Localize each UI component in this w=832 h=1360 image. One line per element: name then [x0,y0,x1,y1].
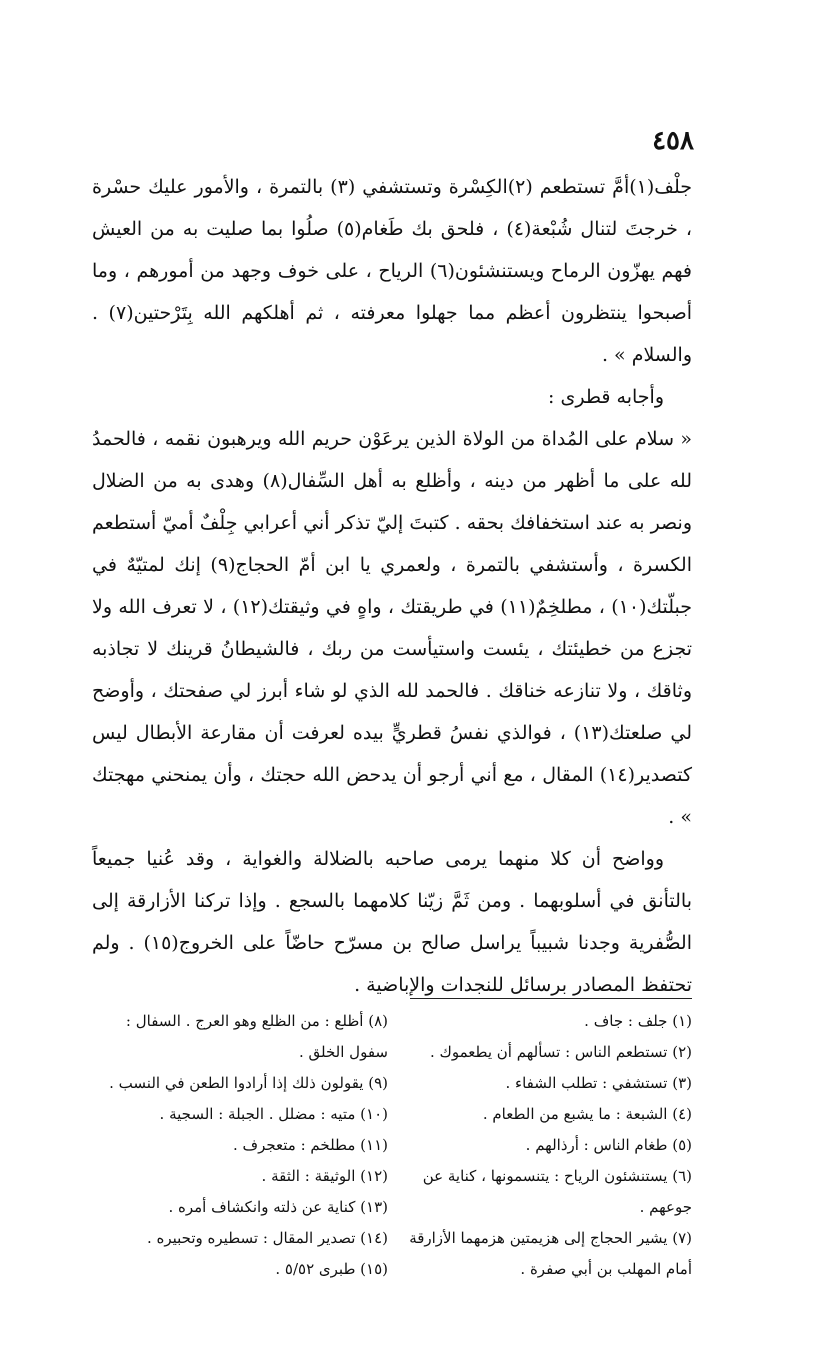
footnote: (٢) تستطعم الناس : تسألهم أن يطعموك . [429,1043,692,1061]
paragraph: وواضح أن كلا منهما يرمى صاحبه بالضلالة والغواية ، وقد عُنيا جميعاً بالتأنق في أسلوبهما . ومن ثَمَّ زيّنا كلامهما بالسجع . وإذا تركنا الأزارقة إلى الصُّفرية وجدنا شبيباً يراسل صالح بن مسرّح حاضّاً على الخروج(١٥) . ولم تحتفظ المصادر برسائل للنجدات والإباضية . [92,848,692,996]
footnote: (١٥) طبرى ٥/٥٢ . [275,1260,388,1278]
footnote: (٦) يستنشئون الرياح : يتنسمونها ، كناية عن جوعهم . [422,1167,692,1216]
footnote-divider [410,998,692,999]
paragraph: وأجابه قطرى : [548,386,664,408]
page-number: ٤٥٨ [652,126,694,156]
footnote: (٩) يقولون ذلك إذا أرادوا الطعن في النسب . [109,1074,388,1092]
footnote: (٤) الشبعة : ما يشبع من الطعام . [482,1105,692,1123]
footnote: (١٠) متيه : مضلل . الجبلة : السجية . [159,1105,388,1123]
footnote: (١٣) كناية عن ذلته وانكشاف أمره . [168,1198,388,1216]
footnote: (٧) يشير الحجاج إلى هزيمتين هزمهما الأزارقة أمام المهلب بن أبي صفرة . [409,1229,692,1278]
footnotes-left-column [92,1006,388,1285]
body-text [92,166,692,1006]
footnotes-right-column [396,1006,692,1285]
footnote: (٣) تستشفي : تطلب الشفاء . [505,1074,692,1092]
footnote: (١١) مطلخم : متعجرف . [232,1136,388,1154]
footnote: (١٢) الوثيقة : الثقة . [261,1167,388,1185]
paragraph: « سلام على المُداة من الولاة الذين يرعَوْن حريم الله ويرهبون نقمه ، فالحمدُ لله على ما أظهر من دينه ، وأظلع به أهل السِّفال(٨) وهدى به من الضلال ونصر به عند استخفافك بحقه . كتبتَ إليّ تذكر أني أعرابي جِلْفٌ أميّ أستطعم الكسرة ، وأستشفي بالتمرة ، ولعمري يا ابن أمّ الحجاج(٩) إنك لمتيّهٌ في جبلّتك(١٠) ، مطلخِمٌ(١١) في طريقتك ، واهٍ في وثيقتك(١٢) ، لا تعرف الله ولا تجزع من خطيئتك ، يئست واستيأست من ربك ، فالشيطانُ قرينك لا تجاذبه وثاقك ، ولا تنازعه خناقك . فالحمد لله الذي لو شاء أبرز لي صفحتك ، وأوضح لي صلعتك(١٣) ، فوالذي نفسُ قطريٍّ بيده لعرفت أن مقارعة الأبطال ليس كتصدير(١٤) المقال ، مع أني أرجو أن يدحض الله حجتك ، وأن يمنحني مهجتك » . [92,428,693,828]
footnote: (١٤) تصدير المقال : تسطيره وتحبيره . [146,1229,388,1247]
footnotes [92,1006,692,1285]
footnote: (١) جلف : جاف . [584,1012,692,1030]
footnote: (٥) طغام الناس : أرذالهم . [525,1136,692,1154]
footnote: (٨) أظلع : من الظلع وهو العرج . السفال : سفول الخلق . [125,1012,388,1061]
paragraph: جلْف(١)أمَّ تستطعم (٢)الكِسْرة وتستشفي (٣) بالتمرة ، والأمور عليك حسْرة ، خرجتَ لتنال شُبْعة(٤) ، فلحق بك طَغام(٥) صلُوا بما صليت به من العيش فهم يهزّون الرماح ويستنشئون(٦) الرياح ، على خوف وجهد من أمورهم ، وما أصبحوا ينتظرون أعظم مما جهلوا معرفته ، ثم أهلكهم الله بِتَرْحتين(٧) . والسلام » . [92,176,692,366]
